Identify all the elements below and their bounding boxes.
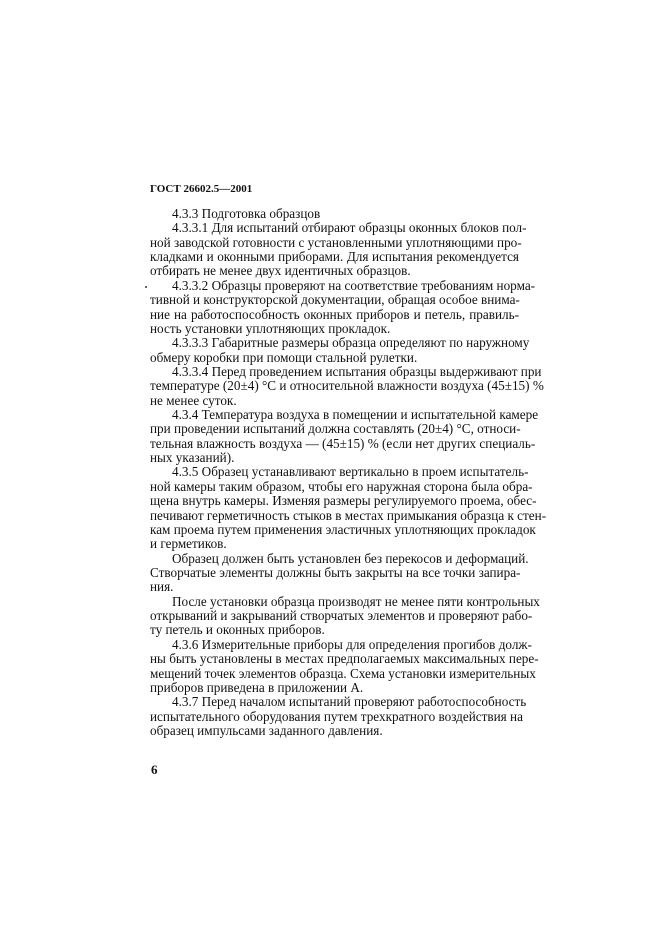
text-line: 4.3.3.2 Образцы проверяют на соответствие требованиям норма-: [172, 277, 536, 293]
text-line: 4.3.5 Образец устанавливают вертикально в проем испытатель-: [172, 464, 529, 480]
text-line: 4.3.6 Измерительные приборы для определения прогибов долж-: [172, 636, 532, 652]
text-line: 4.3.7 Перед началом испытаний проверяют работоспособность: [172, 694, 527, 710]
text-line: кладками и оконными приборами. Для испытания рекомендуется: [150, 249, 519, 265]
text-line: приборов приведена в приложении А.: [150, 679, 364, 695]
page-number: 6: [151, 762, 158, 777]
text-line: 4.3.3 Подготовка образцов: [172, 206, 321, 221]
text-line: кам проема путем применения эластичных уплотняющих прокладок: [150, 521, 536, 537]
text-line: 4.3.4 Температура воздуха в помещении и испытательной камере: [172, 407, 539, 423]
text-line: мещений точек элементов образца. Схема установки измерительных: [150, 665, 536, 681]
text-line: тивной и конструкторской документации, обращая особое внима-: [150, 292, 520, 308]
text-line: 4.3.3.3 Габаритные размеры образца определяют по наружному: [172, 335, 530, 351]
paragraph: [150, 407, 539, 466]
text-line: ной заводской готовности с установленными уплотняющими про-: [150, 234, 522, 250]
scan-speck: [145, 286, 147, 288]
paragraph: [150, 363, 544, 408]
document-body: [150, 206, 547, 738]
text-line: отбирать не менее двух идентичных образцов.: [150, 263, 411, 279]
text-line: открываний и закрываний створчатых элементов и проверяют рабо-: [150, 608, 533, 624]
document-header: ГОСТ 26602.5—2001: [150, 183, 253, 195]
paragraph: [150, 335, 530, 365]
paragraph: [150, 220, 527, 279]
paragraph: [150, 277, 536, 336]
text-line: ность установки уплотняющих прокладок.: [150, 320, 391, 336]
text-line: образец импульсами заданного давления.: [150, 722, 383, 738]
paragraph: [150, 636, 539, 695]
paragraph: [150, 593, 540, 638]
paragraph: [150, 207, 519, 221]
text-line: щена внутрь камеры. Изменяя размеры регулируемого проема, обес-: [150, 493, 537, 509]
text-line: ние на работоспособность оконных приборов и петель, правиль-: [150, 306, 519, 322]
text-line: при проведении испытаний должна составлять (20±4) °С, относи-: [150, 421, 521, 437]
text-line: температуре (20±4) °С и относительной влажности воздуха (45±15) %: [150, 378, 544, 394]
text-line: Образец должен быть установлен без перекосов и деформаций.: [172, 550, 529, 566]
text-line: обмеру коробки при помощи стальной рулетки.: [150, 349, 418, 365]
paragraph: [150, 694, 527, 738]
text-line: и герметиков.: [150, 536, 227, 552]
text-line: После установки образца производят не менее пяти контрольных: [172, 593, 540, 609]
text-line: ния.: [150, 579, 174, 595]
text-line: ны быть установлены в местах предполагаемых максимальных пере-: [150, 651, 539, 667]
text-line: печивают герметичность стыков в местах примыкания образца к стен-: [150, 507, 547, 523]
text-line: 4.3.3.1 Для испытаний отбирают образцы оконных блоков пол-: [172, 220, 527, 236]
text-line: Створчатые элементы должны быть закрыты на все точки запира-: [150, 564, 521, 580]
text-line: 4.3.3.4 Перед проведением испытания образцы выдерживают при: [172, 363, 542, 379]
text-line: ту петель и оконных приборов.: [150, 622, 325, 638]
paragraph: [150, 550, 529, 595]
text-line: ных указаний).: [150, 450, 235, 466]
text-line: тельная влажность воздуха — (45±15) % (если нет других специаль-: [150, 435, 536, 451]
paragraph: [150, 464, 547, 552]
text-line: испытательного оборудования путем трехкратного воздействия на: [150, 708, 523, 724]
text-line: ной камеры таким образом, чтобы его наружная сторона была обра-: [150, 478, 533, 494]
text-line: не менее суток.: [150, 392, 237, 408]
